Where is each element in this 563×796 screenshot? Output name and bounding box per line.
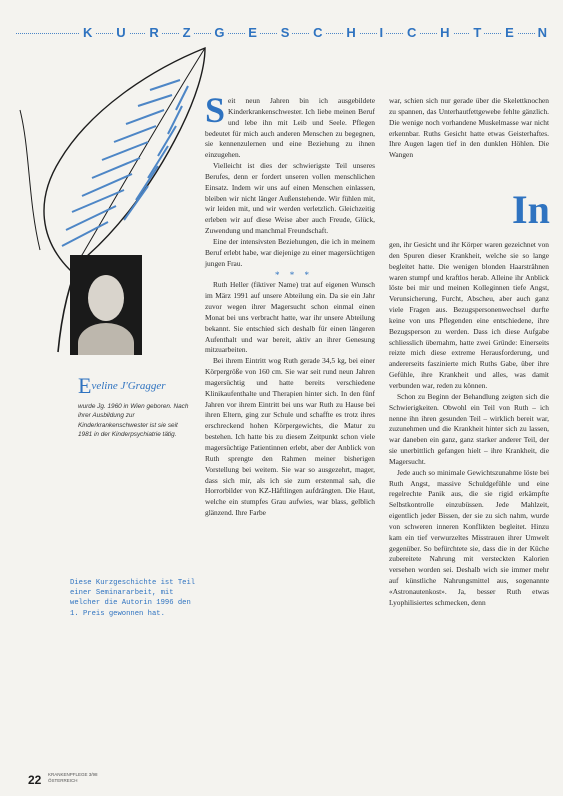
drop-cap: S — [205, 90, 226, 130]
author-face — [88, 275, 124, 321]
paragraph: Ruth Heller (fiktiver Name) trat auf eigenen Wunsch im März 1991 auf unsere Abteilung ein. Da sie ein Jahr zuvor wegen ihrer Magersucht schon einmal einen Monat bei uns verbracht hatte, war ihr unsere Abteilung bekannt. Sie entschied sich deshalb für einen längeren Aufenthalt und war bereit, aktiv an ihrer Genesung mitzuarbeiten. — [205, 280, 375, 355]
paragraph: Bei ihrem Eintritt wog Ruth gerade 34,5 kg, bei einer Körpergröße von 160 cm. Sie war seit rund neun Jahren magersüchtig und hatte bereits verschiedene Klinikaufenthalte und Therapien hinter sich. In den fünf Jahren vor ihrem Eintritt bei uns war Ruth zu Hause bei ihren Eltern, ging zur Schule und schaffte es trotz ihres erschreckend hohen Körpergewichts, die Matur zu bestehen. Ich hatte bis zu diesem Zeitpunkt schon viele magersüchtige Patientinnen erlebt, aber der Anblick von Ruth sprengte den Rahmen meiner bisherigen Vorstellung bei weitem. Sie war so ausgezehrt, mager, dass sich mir, als ich sie zum erstenmal sah, die Horrorbilder von KZ-Häftlingen aufdrängten. Die Haut, welche ein stumpfes Grau aufwies, war blass, gelblich glänzend. Ihre Farbe — [205, 356, 375, 518]
section-break-stars: * * * — [275, 269, 313, 280]
header-letter: U — [113, 22, 128, 44]
header-letter: Z — [180, 22, 194, 44]
article-column-2-top — [389, 96, 549, 161]
author-photo — [70, 255, 142, 355]
header-letter: H — [343, 22, 358, 44]
paragraph — [205, 90, 375, 161]
big-title-fragment: In — [512, 190, 550, 230]
author-initial: E — [78, 373, 92, 398]
paragraph: Vielleicht ist dies der schwierigste Teil unseres Berufes, denn er fordert unseren vollen menschlichen Einsatz. Indem wir uns auf einen Menschen einlassen, bleiben wir nicht länger Außenstehende. Wir fühlen mit, wir leiden mit, und wir werden verletzlich. Gleichzeitig erleben wir auf diese Weise aber auch Freude, Glück, Zuwendung und manchmal Freundschaft. — [205, 161, 375, 236]
header-letter: I — [377, 22, 387, 44]
header-letter: N — [535, 22, 550, 44]
header-letter: C — [404, 22, 419, 44]
page-number: 22 — [28, 773, 42, 787]
paragraph-text: eit neun Jahren bin ich ausgebildete Kinderkrankenschwester. Ich liebe meinen Beruf und lebe ihn mit Leib und Seele. Pflegen bedeutet für mich auch anderen Menschen zu begegnen, sie kennenzulernen und eine Beziehung zu ihnen einzugehen. — [205, 96, 375, 160]
header-letter: H — [437, 22, 452, 44]
author-shoulders — [78, 323, 134, 355]
article-column-2 — [389, 240, 549, 609]
header-letter: R — [146, 22, 161, 44]
footer-line: KRANKENPFLEGE 3/98 — [48, 772, 98, 777]
header-letter: G — [211, 22, 227, 44]
paragraph: Jede auch so minimale Gewichtszunahme löste bei Ruth Angst, massive Schuldgefühle und eine regelrechte Panik aus, die sie rigid erkämpfte Selbstkontrolle einzubüssen. Jede Mahlzeit, eigentlich jeder Bissen, der sie zu sich nahm, wurde von schweren inneren Konflikten begleitet. Hinzu kam ein tief verwurzeltes Misstrauen ihrer Umwelt gegenüber. So befürchtete sie, dass die in der Küche zubereitete Nahrung mit versteckten Kalorien versehen worden sei. Deshalb wich sie immer mehr auf künstliche Nahrungsmittel aus, sogenannte «Astronautenkost». Ja, besser Ruth etwas Lyophilisiertes schmecken, denn — [389, 467, 549, 607]
paragraph: war, schien sich nur gerade über die Skelettknochen zu spannen, das Unterhautfettgewebe fehlte gänzlich. Die wenige noch vorhandene Muskelmasse war nicht erkennbar. Ruths Gesicht hatte etwas Geisterhaftes. Ihre Augen lagen tief in den dunklen Höhlen. Die Wangen — [389, 96, 549, 160]
author-bio: wurde Jg. 1960 in Wien geboren. Nach ihrer Ausbildung zur Kinderkrankenschwester ist sie seit 1981 in der Kinderpsychiatrie tätig. — [78, 403, 189, 438]
award-note: Diese Kurzgeschichte ist Teil einer Seminararbeit, mit welcher die Autorin 1996 den 1. Preis gewonnen hat. — [70, 579, 196, 618]
footer-line: ÖSTERREICH — [48, 777, 78, 783]
paragraph: Schon zu Beginn der Behandlung zeigten sich die Schwierigkeiten. Obwohl ein Teil von Ruth – ich nenne ihn ihren gesunden Teil – wirklich bereit war, zuzunehmen und die Krankheit hinter sich zu lassen, war daneben ein ganz, ganz starker anderer Teil, der sie unerbittlich gefangen hielt – ihre Krankheit, die Magersucht. — [389, 391, 549, 466]
author-name-rest: veline J'Gragger — [91, 380, 166, 392]
article-column-1 — [205, 90, 375, 519]
author-name — [78, 373, 190, 399]
footer-meta — [48, 772, 98, 783]
header-letter: E — [245, 22, 260, 44]
paragraph: gen, ihr Gesicht und ihr Körper waren gezeichnet von den Spuren dieser Krankheit, welche sie so lange begleitet hatte. Die wenigen blonden Haarsträhnen waren stumpf und kraftlos herab. Alleine ihr Anblick löste bei mir und meinen Kolleginnen tiefe Angst, Verunsicherung, Furcht, Abscheu, aber auch ganz viele Fragen aus. Bezugspersonenwechsel durfte keine von uns Pflegenden eine entschiedene, ihre Bezugsperson zu werden. Dass ich diese Aufgabe schliesslich übernahm, hatte zwei Gründe: Einerseits reizte mich diese extreme Herausforderung, und andererseits faszinierte mich Ruths Gabe, über ihre Gefühle, ihre Krankheit und alles, was damit verbunden war, reden zu können. — [389, 240, 549, 390]
header-letter: E — [502, 22, 517, 44]
header-letter: C — [310, 22, 325, 44]
header-letter: T — [470, 22, 484, 44]
header-letter: K — [80, 22, 95, 44]
header-letter: S — [278, 22, 293, 44]
author-box — [78, 373, 190, 439]
paragraph: Eine der intensivsten Beziehungen, die ich in meinem Beruf erlebt habe, war diejenige zu einer magersüchtigen jungen Frau. — [205, 236, 375, 268]
